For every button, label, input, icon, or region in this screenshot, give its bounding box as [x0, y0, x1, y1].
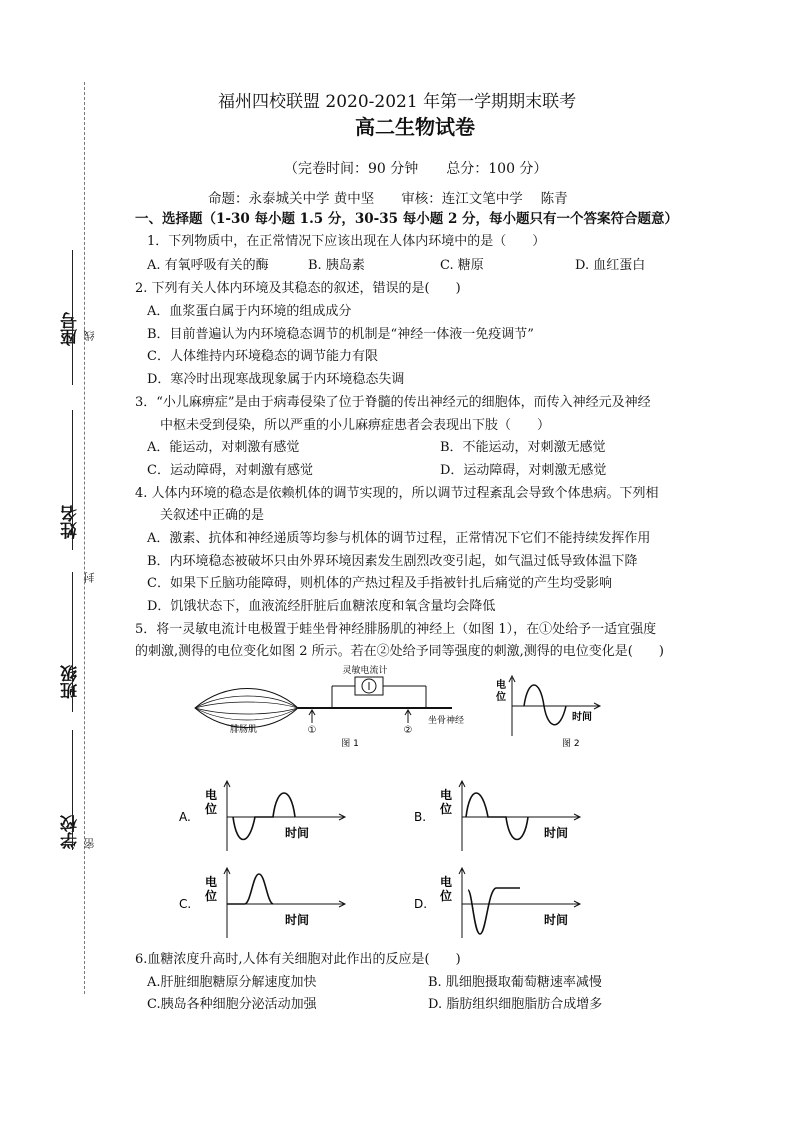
line-mark: 线 — [83, 330, 96, 341]
q4-stem-line2: 关叙述中正确的是 — [160, 508, 265, 523]
section-heading: 一、选择题（1-30 每小题 1.5 分，30-35 每小题 2 分，每小题只有一个答案符合题意） — [135, 211, 679, 227]
q3-stem-line1: 3．“小儿麻痹症”是由于病毒侵染了位于脊髓的传出神经元的细胞体，而传入神经元及神经 — [135, 395, 651, 410]
q6-stem: 6.血糖浓度升高时,人体有关细胞对此作出的反应是( ) — [135, 952, 461, 967]
svg-text:电: 电 — [440, 875, 453, 889]
q5-stem-line2: 的刺激,测得的电位变化如图 2 所示。若在②处给予同等强度的刺激,测得的电位变化是( ) — [135, 644, 664, 659]
q4-option-d: D．饥饿状态下，血液流经肝脏后血糖浓度和氧含量均会降低 — [147, 599, 496, 614]
muscle-label: 腓肠肌 — [230, 725, 258, 735]
svg-text:时间: 时间 — [544, 826, 569, 840]
seat-label: 座号 — [61, 312, 81, 346]
svg-text:A.: A. — [179, 810, 191, 824]
q2-stem: 2. 下列有关人体内环境及其稳态的叙述，错误的是( ) — [135, 281, 461, 296]
class-label: 班级 — [61, 665, 81, 699]
option-b-graph — [410, 775, 590, 855]
q3-stem-line2: 中枢未受到侵染，所以严重的小儿麻痹症患者会表现出下肢（ ） — [160, 418, 551, 433]
q4-option-b: B．内环境稳态被破坏只由外界环境因素发生剧烈改变引起，如气温过低导致体温下降 — [147, 554, 638, 569]
q6-option-c: C.胰岛各种细胞分泌活动加强 — [147, 997, 317, 1012]
q1-option-b: B. 胰岛素 — [308, 258, 365, 273]
q1-option-d: D. 血红蛋白 — [575, 258, 646, 273]
seal-mark: 封 — [83, 572, 96, 583]
class-underline — [72, 572, 73, 712]
option-c-graph — [175, 862, 355, 942]
school-label: 学校 — [61, 815, 81, 849]
svg-text:B.: B. — [414, 810, 427, 824]
q2-option-b: B．目前普遍认为内环境稳态调节的机制是“神经一体液一免疫调节” — [147, 327, 534, 342]
point-2-label: ② — [403, 725, 413, 736]
binding-dashed-line — [84, 82, 85, 994]
svg-text:时间: 时间 — [544, 913, 569, 927]
q4-option-a: A．激素、抗体和神经递质等均参与机体的调节过程，正常情况下它们不能持续发挥作用 — [147, 531, 651, 546]
point-1-label: ① — [307, 725, 317, 736]
svg-text:位: 位 — [440, 889, 453, 903]
q3-option-c: C．运动障碍，对刺激有感觉 — [147, 463, 313, 478]
svg-text:位: 位 — [440, 802, 453, 816]
svg-text:时间: 时间 — [572, 712, 592, 723]
q3-option-a: A．能运动，对刺激有感觉 — [147, 440, 300, 455]
svg-text:电: 电 — [205, 788, 218, 802]
name-label: 姓名 — [61, 505, 81, 539]
option-d-graph — [410, 862, 590, 942]
paper-subtitle: 高二生物试卷 — [355, 115, 475, 139]
time-info: （完卷时间：90 分钟 总分：100 分） — [284, 161, 548, 177]
q2-option-a: A．血浆蛋白属于内环境的组成成分 — [147, 304, 352, 319]
q1-stem: 1．下列物质中，在正常情况下应该出现在人体内环境中的是（ ） — [147, 234, 546, 249]
svg-text:位: 位 — [205, 802, 218, 816]
q6-option-a: A.肝脏细胞糖原分解速度加快 — [147, 975, 317, 990]
muscle-outline — [195, 689, 298, 728]
figure-2-caption: 图 2 — [562, 739, 580, 749]
exam-title: 福州四校联盟 2020-2021 年第一学期期末联考 — [218, 92, 577, 112]
svg-text:电: 电 — [440, 788, 453, 802]
q6-option-d: D. 脂肪组织细胞脂肪合成增多 — [428, 997, 603, 1012]
svg-text:时间: 时间 — [285, 826, 310, 840]
option-a-graph — [175, 775, 355, 855]
svg-text:时间: 时间 — [285, 913, 310, 927]
q3-option-d: D．运动障碍，对刺激无感觉 — [440, 463, 607, 478]
q4-option-c: C．如果下丘脑功能障碍，则机体的产热过程及手指被针扎后痛觉的产生均受影响 — [147, 576, 612, 591]
figure-1-caption: 图 1 — [341, 739, 359, 749]
q3-option-b: B．不能运动，对刺激无感觉 — [440, 440, 606, 455]
dense-mark: 密 — [83, 838, 96, 849]
nerve-label: 坐骨神经 — [428, 716, 465, 726]
authors-line: 命题：永泰城关中学 黄中坚 审核：连江文笔中学 陈青 — [208, 191, 568, 207]
q1-option-a: A. 有氧呼吸有关的酶 — [147, 258, 269, 273]
q5-stem-line1: 5．将一灵敏电流计电极置于蛙坐骨神经腓肠肌的神经上（如图 1），在①处给予一适宜强度 — [135, 622, 657, 637]
svg-text:位: 位 — [205, 889, 218, 903]
figure-1-nerve-muscle — [190, 660, 490, 750]
galvanometer-label: 灵敏电流计 — [342, 666, 388, 676]
seat-underline — [72, 250, 73, 385]
svg-text:电: 电 — [205, 875, 218, 889]
name-underline — [72, 410, 73, 550]
figure-2-potential-graph — [490, 670, 610, 752]
q2-option-c: C．人体维持内环境稳态的调节能力有限 — [147, 349, 378, 364]
svg-text:D.: D. — [414, 897, 428, 911]
q4-stem-line1: 4. 人体内环境的稳态是依赖机体的调节实现的，所以调节过程紊乱会导致个体患病。下列相 — [135, 486, 659, 501]
waveform — [524, 685, 566, 725]
q2-option-d: D．寒冷时出现寒战现象属于内环境稳态失调 — [147, 372, 405, 387]
school-underline — [72, 730, 73, 850]
svg-text:电: 电 — [496, 680, 506, 691]
q6-option-b: B. 肌细胞摄取葡萄糖速率减慢 — [428, 975, 602, 990]
svg-text:C.: C. — [179, 897, 192, 911]
q1-option-c: C. 糖原 — [440, 258, 484, 273]
svg-text:位: 位 — [496, 692, 506, 703]
